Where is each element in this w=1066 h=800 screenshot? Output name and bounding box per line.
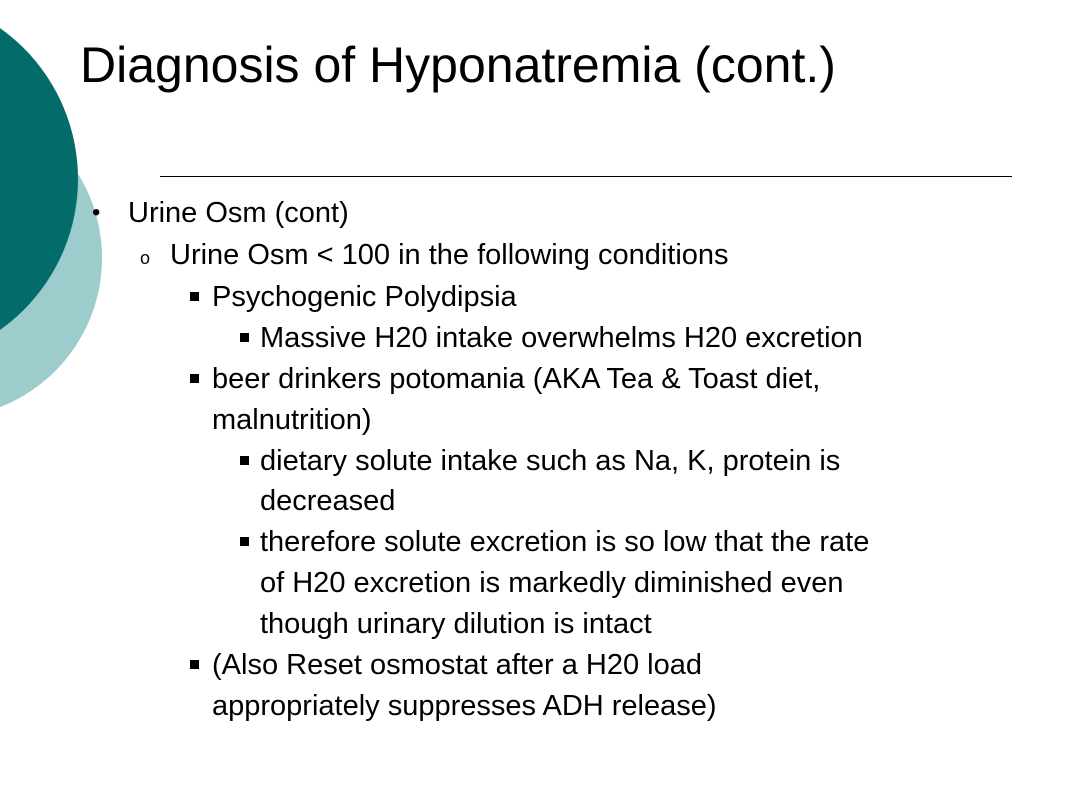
bullet-therefore-line3: though urinary dilution is intact	[260, 608, 652, 640]
bullet-dietary-line2: decreased	[260, 485, 396, 517]
bullet-therefore-line2: of H20 excretion is markedly diminished even	[260, 567, 844, 599]
square-bullet-icon	[240, 537, 249, 546]
square-bullet-icon	[190, 374, 199, 383]
bullet-dot-icon: •	[92, 199, 101, 226]
square-bullet-icon	[190, 292, 199, 301]
square-bullet-icon	[240, 333, 249, 342]
bullet-circle-icon: o	[140, 248, 151, 268]
title-divider	[160, 176, 1012, 177]
bullet-reset-line1: (Also Reset osmostat after a H20 load	[212, 649, 703, 681]
slide-title: Diagnosis of Hyponatremia (cont.)	[80, 37, 836, 93]
bullet-urine-osm-under-100: Urine Osm < 100 in the following conditions	[170, 239, 729, 271]
bullet-beer-line1: beer drinkers potomania (AKA Tea & Toast diet,	[212, 363, 821, 395]
bullet-therefore-line1: therefore solute excretion is so low that the rate	[260, 526, 870, 558]
square-bullet-icon	[190, 660, 199, 669]
bullet-beer-line2: malnutrition)	[212, 404, 372, 436]
bullet-reset-line2: appropriately suppresses ADH release)	[212, 690, 717, 722]
square-bullet-icon	[240, 456, 249, 465]
bullet-psychogenic-sub: Massive H20 intake overwhelms H20 excretion	[260, 322, 863, 354]
bullet-urine-osm: Urine Osm (cont)	[128, 197, 349, 229]
bullet-psychogenic: Psychogenic Polydipsia	[212, 281, 517, 313]
bullet-dietary-line1: dietary solute intake such as Na, K, protein is	[260, 445, 841, 477]
